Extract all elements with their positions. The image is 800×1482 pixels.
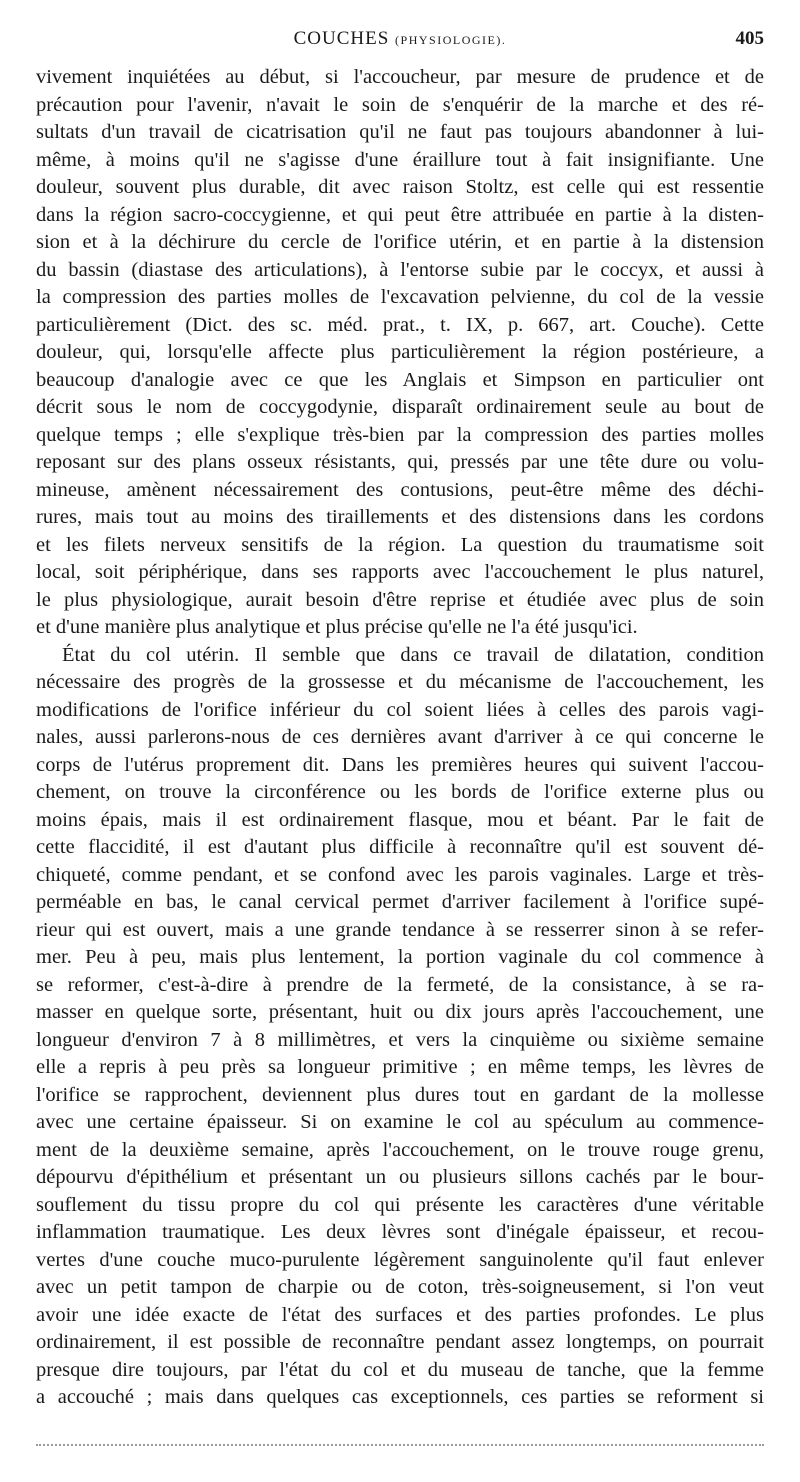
- text-line: ordinairement, il est possible de reconnaître pendant assez longtemps, on pourrait: [36, 1331, 764, 1353]
- text-line: elle a repris à peu près sa longueur primitive ; en même temps, les lèvres de: [36, 1056, 764, 1078]
- text-line: presque dire toujours, par l'état du col et du museau de tanche, que la femme: [36, 1358, 764, 1381]
- text-line: se reformer, c'est-à-dire à prendre de la fermeté, de la consistance, à se ra-: [36, 973, 764, 996]
- footer-dotted-rule: [36, 1444, 764, 1446]
- text-line: l'orifice se rapprochent, deviennent plus dures tout en gardant de la mollesse: [36, 1083, 764, 1106]
- text-line: vertes d'une couche muco-purulente légèrement sanguinolente qu'il faut enlever: [36, 1248, 764, 1271]
- text-line: chement, on trouve la circonférence ou les bords de l'orifice externe plus ou: [36, 781, 764, 803]
- text-line: souflement du tissu propre du col qui présente les caractères d'une véritable: [36, 1193, 764, 1216]
- text-line: a accouché ; mais dans quelques cas exceptionnels, ces parties se reforment si: [36, 1386, 764, 1408]
- text-line: douleur, souvent plus durable, dit avec raison Stoltz, est celle qui est ressentie: [36, 176, 764, 198]
- text-line: longueur d'environ 7 à 8 millimètres, et vers la cinquième ou sixième semaine: [36, 1028, 764, 1051]
- text-line: sion et à la déchirure du cercle de l'orifice utérin, et en partie à la distension: [36, 231, 764, 253]
- text-line: du bassin (diastase des articulations), à l'entorse subie par le coccyx, et aussi à: [36, 258, 764, 281]
- text-line: et d'une manière plus analytique et plus précise qu'elle ne l'a été jusqu'ici.: [36, 616, 638, 638]
- text-line: corps de l'utérus proprement dit. Dans les premières heures qui suivent l'accou-: [36, 753, 764, 776]
- text-line: décrit sous le nom de coccygodynie, disparaît ordinairement seule au bout de: [36, 396, 764, 418]
- body-text: [36, 64, 764, 1412]
- text-line: même, à moins qu'il ne s'agisse d'une éraillure tout à fait insignifiante. Une: [36, 148, 764, 171]
- text-line: rieur qui est ouvert, mais a une grande tendance à se resserrer sinon à se refer-: [36, 918, 764, 941]
- text-line: vivement inquiétées au début, si l'accoucheur, par mesure de prudence et de: [36, 66, 764, 88]
- text-line: nales, aussi parlerons-nous de ces dernières avant d'arriver à ce qui concerne le: [36, 726, 764, 748]
- text-line: avec un petit tampon de charpie ou de coton, très-soigneusement, si l'on veut: [36, 1276, 764, 1298]
- text-line: ment de la deuxième semaine, après l'accouchement, on le trouve rouge grenu,: [36, 1138, 764, 1161]
- text-line: dépourvu d'épithélium et présentant un ou plusieurs sillons cachés par le bour-: [36, 1166, 764, 1188]
- text-line: perméable en bas, le canal cervical permet d'arriver facilement à l'orifice supé-: [36, 891, 764, 913]
- text-line: précaution pour l'avenir, n'avait le soin de s'enquérir de la marche et des ré-: [36, 93, 764, 116]
- text-line: local, soit périphérique, dans ses rapports avec l'accouchement le plus naturel,: [36, 561, 764, 583]
- header-title-main: COUCHES: [293, 28, 390, 49]
- text-line: inflammation traumatique. Les deux lèvres sont d'inégale épaisseur, et recou-: [36, 1221, 764, 1243]
- text-line: cette flaccidité, il est d'autant plus difficile à reconnaître qu'il est souvent dé-: [36, 836, 764, 858]
- text-line: quelque temps ; elle s'explique très-bien par la compression des parties molles: [36, 423, 764, 446]
- text-line: chiqueté, comme pendant, et se confond avec les parois vaginales. Large et très-: [36, 863, 764, 886]
- header-title: [36, 28, 764, 50]
- text-line: modifications de l'orifice inférieur du col soient liées à celles des parois vagi-: [36, 698, 764, 721]
- text-line: mer. Peu à peu, mais plus lentement, la portion vaginale du col commence à: [36, 946, 764, 968]
- text-line: mineuse, amènent nécessairement des contusions, peut-être même des déchi-: [36, 478, 764, 501]
- text-line: le plus physiologique, aurait besoin d'être reprise et étudiée avec plus de soin: [36, 588, 764, 611]
- text-line: masser en quelque sorte, présentant, huit ou dix jours après l'accouchement, une: [36, 1001, 764, 1023]
- text-line: sultats d'un travail de cicatrisation qu'il ne faut pas toujours abandonner à lui-: [36, 121, 764, 143]
- text-line: rures, mais tout au moins des tiraillements et des distensions dans les cordons: [36, 506, 764, 528]
- text-line: la compression des parties molles de l'excavation pelvienne, du col de la vessie: [36, 286, 764, 308]
- text-line: moins épais, mais il est ordinairement flasque, mou et béant. Par le fait de: [36, 808, 764, 831]
- text-line: particulièrement (Dict. des sc. méd. prat., t. IX, p. 667, art. Couche). Cette: [36, 313, 764, 336]
- text-line: dans la région sacro-coccygienne, et qui peut être attribuée en partie à la disten-: [36, 203, 764, 226]
- text-line: reposant sur des plans osseux résistants, qui, pressés par une tête dure ou volu-: [36, 451, 764, 473]
- header-title-sub: (PHYSIOLOGIE).: [395, 33, 507, 47]
- text-line: avec une certaine épaisseur. Si on examine le col au spéculum au commence-: [36, 1111, 764, 1133]
- text-line: beaucoup d'analogie avec ce que les Anglais et Simpson en particulier ont: [36, 368, 764, 391]
- running-header: [36, 28, 764, 54]
- text-line: et les filets nerveux sensitifs de la région. La question du traumatisme soit: [36, 533, 764, 556]
- page-number: 405: [735, 28, 764, 49]
- text-line: avoir une idée exacte de l'état des surfaces et des parties profondes. Le plus: [36, 1303, 764, 1326]
- text-line: nécessaire des progrès de la grossesse et du mécanisme de l'accouchement, les: [36, 671, 764, 693]
- text-line: douleur, qui, lorsqu'elle affecte plus particulièrement la région postérieure, a: [36, 341, 764, 363]
- paragraph-start-line: État du col utérin. Il semble que dans ce travail de dilatation, condition: [62, 643, 764, 666]
